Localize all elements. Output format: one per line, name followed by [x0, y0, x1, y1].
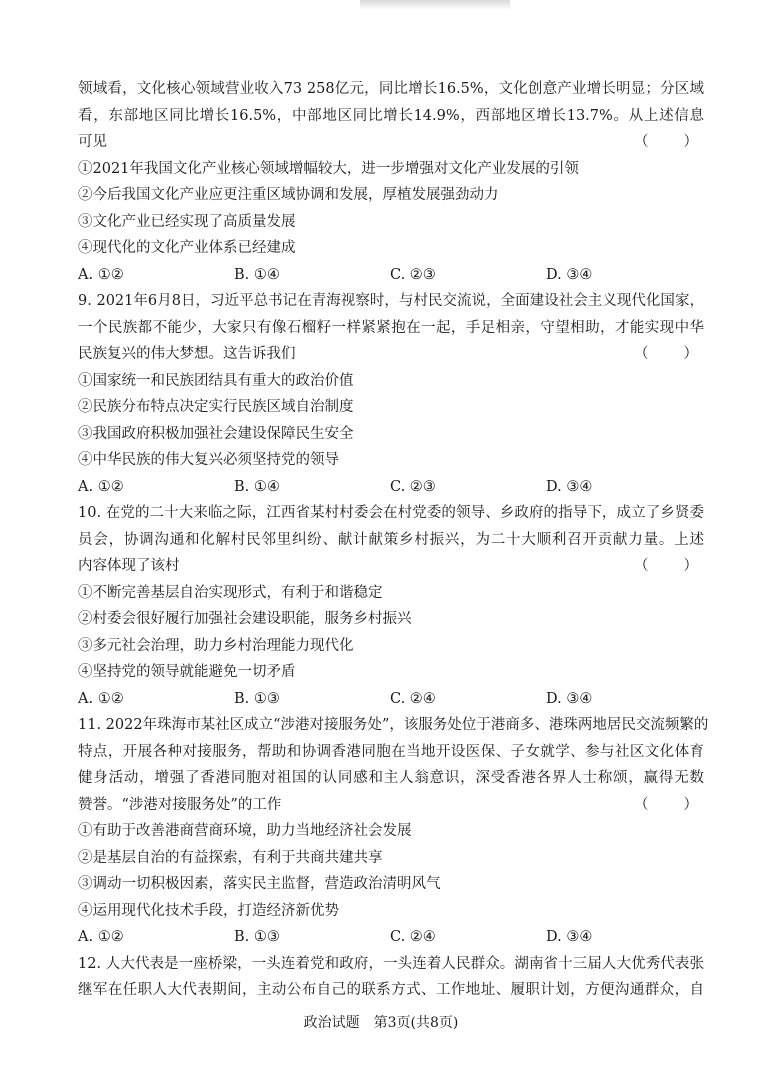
- answer-choices: [78, 262, 704, 289]
- choice-a: A. ①②: [78, 478, 124, 495]
- question-9: [78, 288, 704, 500]
- question-stem-line: 一个民族都不能少，大家只有像石榴籽一样紧紧抱在一起，手足相亲，守望相助，才能实现中华: [78, 319, 704, 336]
- question-stem-line: 9. 2021年6月8日，习近平总书记在青海视察时，与村民交流说，全面建设社会主义现代化国家，: [78, 293, 704, 309]
- choice-d: D. ③④: [546, 690, 593, 707]
- question-8: [78, 76, 704, 288]
- option-statement: ④运用现代化技术手段，打造经济新优势: [78, 902, 339, 919]
- option-statement: ①不断完善基层自治实现形式，有利于和谐稳定: [78, 584, 383, 601]
- choice-d: D. ③④: [546, 929, 593, 945]
- question-stem-line: 11. 2022年珠海市某社区成立“涉港对接服务处”，该服务处位于港商多、港珠两地居民交流频繁的: [78, 717, 709, 733]
- answer-choices: [78, 474, 704, 501]
- question-stem-line: 领域看，文化核心领域营业收入73 258亿元，同比增长16.5%，文化创意产业增长明显；分区域: [78, 81, 704, 97]
- question-stem-text: 可见: [78, 134, 107, 150]
- question-stem-line: 看，东部地区同比增长16.5%，中部地区同比增长14.9%，西部地区增长13.7%。从上述信息: [78, 107, 704, 124]
- answer-choices: [78, 686, 704, 713]
- option-statement: ①国家统一和民族团结具有重大的政治价值: [78, 372, 354, 389]
- question-stem-line: [78, 553, 704, 580]
- question-stem-line: [78, 792, 704, 819]
- option-statement: ④现代化的文化产业体系已经建成: [78, 240, 296, 256]
- option-statement: ④中华民族的伟大复兴必须坚持党的领导: [78, 452, 339, 468]
- option-statement: ②村委会很好履行加强社会建设职能，服务乡村振兴: [78, 611, 412, 627]
- answer-paren: （ ）: [634, 134, 700, 150]
- option-statement: ③文化产业已经实现了高质量发展: [78, 213, 296, 230]
- choice-b: B. ①④: [234, 266, 280, 283]
- answer-paren: （ ）: [634, 346, 700, 362]
- choice-c: C. ②③: [390, 266, 436, 283]
- option-statement: ②今后我国文化产业应更注重区域协调和发展，厚植发展强劲动力: [78, 187, 499, 203]
- question-stem-line: 10. 在党的二十大来临之际，江西省某村村委会在村党委的领导、乡政府的指导下，成立了乡贤委: [78, 505, 704, 521]
- choice-a: A. ①②: [78, 929, 124, 945]
- option-statement: ④坚持党的领导就能避免一切矛盾: [78, 664, 296, 680]
- choice-d: D. ③④: [546, 266, 593, 283]
- option-statement: ③多元社会治理，助力乡村治理能力现代化: [78, 637, 354, 654]
- option-statement: ①有助于改善港商营商环境，助力当地经济社会发展: [78, 823, 412, 839]
- choice-b: B. ①③: [234, 929, 280, 945]
- answer-paren: （ ）: [634, 558, 700, 574]
- question-stem-line: 特点，开展各种对接服务，帮助和协调香港同胞在当地开设医保、子女就学、参与社区文化体育: [78, 743, 704, 760]
- question-stem-line: 12. 人大代表是一座桥梁，一头连着党和政府，一头连着人民群众。湖南省十三届人大优秀代表张: [78, 955, 704, 972]
- option-statement: ③调动一切积极因素，落实民主监督，营造政治清明风气: [78, 876, 441, 892]
- option-statement: ①2021年我国文化产业核心领域增幅较大，进一步增强对文化产业发展的引领: [78, 160, 579, 177]
- answer-paren: （ ）: [634, 796, 700, 813]
- question-stem-text: 内容体现了该村: [78, 558, 180, 574]
- option-statement: ③我国政府积极加强社会建设保障民生安全: [78, 425, 354, 442]
- question-12: [78, 951, 704, 1004]
- option-statement: ②是基层自治的有益探索，有利于共商共建共享: [78, 849, 383, 866]
- option-statement: ②民族分布特点决定实行民族区域自治制度: [78, 399, 354, 415]
- question-stem-line: 员会，协调沟通和化解村民邻里纠纷、献计献策乡村振兴，为二十大顺利召开贡献力量。上述: [78, 531, 704, 548]
- choice-c: C. ②③: [390, 478, 436, 495]
- choice-a: A. ①②: [78, 266, 124, 283]
- question-10: [78, 500, 704, 712]
- choice-b: B. ①③: [234, 690, 280, 707]
- choice-c: C. ②④: [390, 690, 436, 707]
- choice-a: A. ①②: [78, 690, 124, 707]
- question-stem-text: 民族复兴的伟大梦想。这告诉我们: [78, 346, 296, 362]
- answer-choices: [78, 924, 704, 951]
- question-stem-line: [78, 341, 704, 368]
- choice-b: B. ①④: [234, 478, 280, 495]
- page-footer: 政治试题 第3页(共8页): [303, 1015, 459, 1031]
- question-11: [78, 712, 709, 951]
- question-stem-line: 继军在任职人大代表期间，主动公布自己的联系方式、工作地址、履职计划，方便沟通群众，自: [78, 982, 704, 998]
- question-stem-line: [78, 129, 704, 156]
- question-stem-text: 赞誉。“涉港对接服务处”的工作: [78, 796, 282, 813]
- scan-smudge: [360, 0, 510, 10]
- page-content: [78, 76, 709, 1004]
- question-stem-line: 健身活动，增强了香港同胞对祖国的认同感和主人翁意识，深受香港各界人士称颂，赢得无数: [78, 770, 704, 786]
- choice-c: C. ②④: [390, 929, 436, 945]
- choice-d: D. ③④: [546, 478, 593, 495]
